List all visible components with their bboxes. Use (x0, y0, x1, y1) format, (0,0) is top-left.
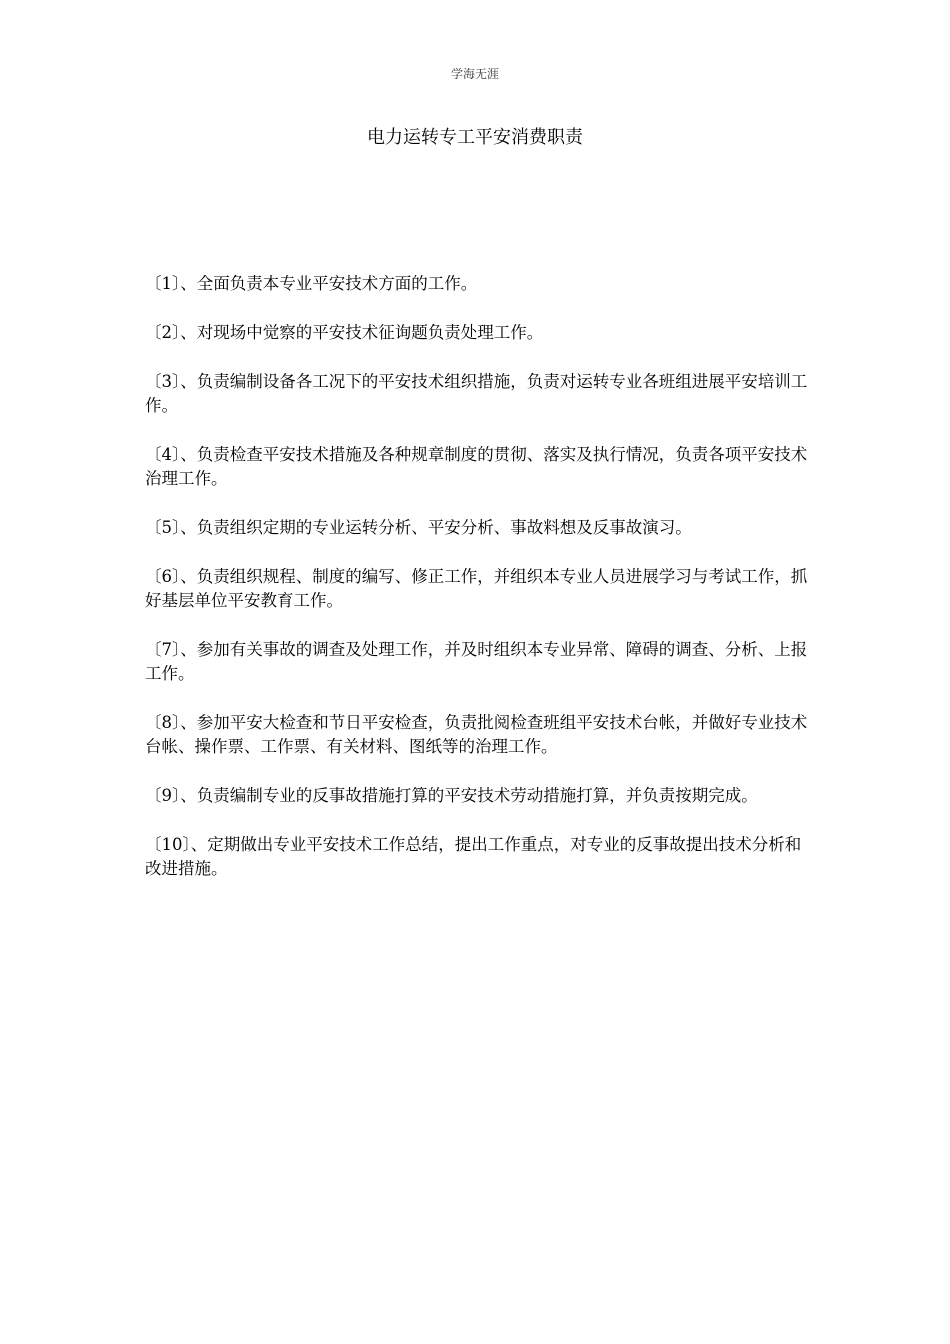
responsibility-item-1: 〔1〕、全面负责本专业平安技术方面的工作。 (145, 274, 478, 293)
document-title: 电力运转专工平安消费职责 (367, 127, 583, 148)
responsibility-item-10: 〔10〕、定期做出专业平安技术工作总结，提出工作重点，对专业的反事故提出技术分析和改进措施。 (145, 835, 802, 878)
page-header: 学海无涯 (450, 67, 499, 81)
responsibility-item-4: 〔4〕、负责检查平安技术措施及各种规章制度的贯彻、落实及执行情况，负责各项平安技术治理工作。 (145, 445, 808, 488)
responsibility-list (145, 272, 810, 906)
responsibility-item-5: 〔5〕、负责组织定期的专业运转分析、平安分析、事故料想及反事故演习。 (145, 518, 692, 537)
responsibility-item-6: 〔6〕、负责组织规程、制度的编写、修正工作，并组织本专业人员进展学习与考试工作，抓好基层单位平安教育工作。 (145, 567, 808, 610)
responsibility-item-2: 〔2〕、对现场中觉察的平安技术征询题负责处理工作。 (145, 323, 544, 342)
responsibility-item-8: 〔8〕、参加平安大检查和节日平安检查，负责批阅检查班组平安技术台帐，并做好专业技术台帐、操作票、工作票、有关材料、图纸等的治理工作。 (145, 713, 808, 756)
responsibility-item-7: 〔7〕、参加有关事故的调查及处理工作，并及时组织本专业异常、障碍的调查、分析、上报工作。 (145, 640, 808, 683)
responsibility-item-9: 〔9〕、负责编制专业的反事故措施打算的平安技术劳动措施打算，并负责按期完成。 (145, 786, 758, 805)
responsibility-item-3: 〔3〕、负责编制设备各工况下的平安技术组织措施，负责对运转专业各班组进展平安培训工作。 (145, 372, 808, 415)
